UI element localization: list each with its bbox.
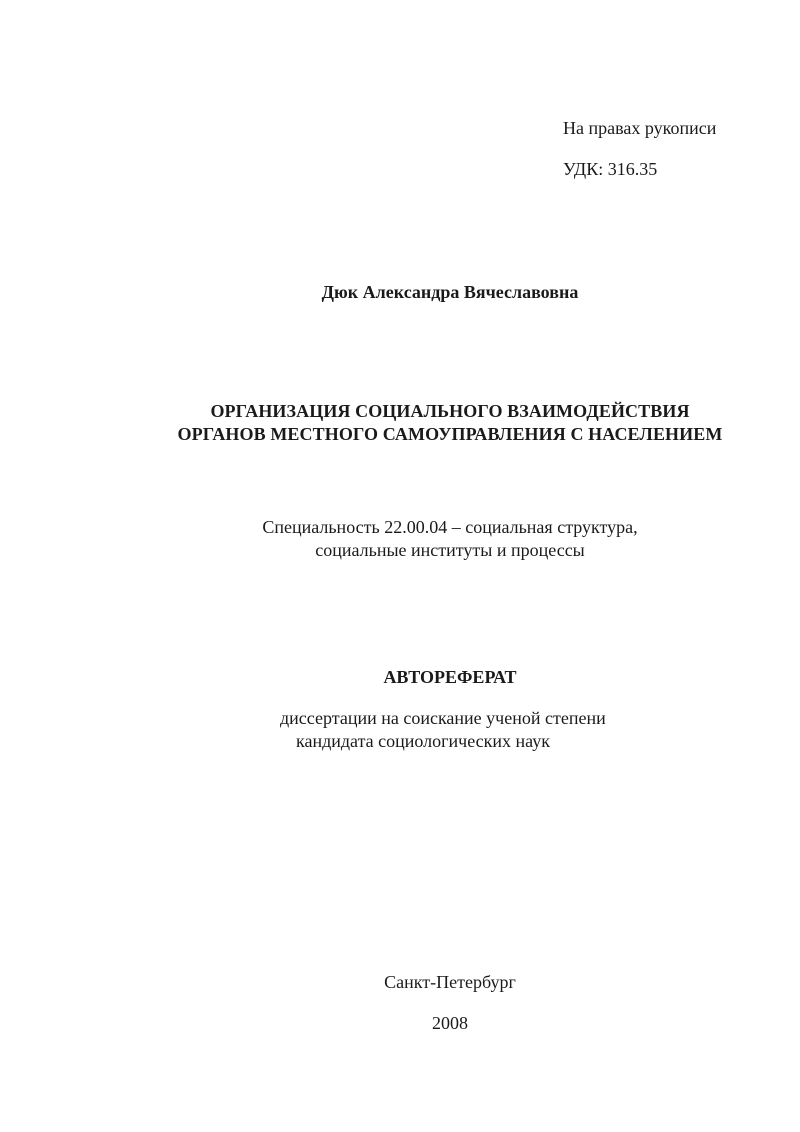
title-line-2: ОРГАНОВ МЕСТНОГО САМОУПРАВЛЕНИЯ С НАСЕЛЕНИЕМ: [177, 424, 723, 444]
city: Санкт-Петербург: [384, 972, 516, 992]
author-name: Дюк Александра Вячеславовна: [321, 282, 579, 302]
dissertation-line-1: диссертации на соискание ученой степени: [280, 708, 606, 728]
dissertation-line-2: кандидата социологических наук: [296, 731, 550, 751]
year: 2008: [432, 1013, 468, 1033]
udk-code: УДК: 316.35: [563, 159, 658, 179]
title-line-1: ОРГАНИЗАЦИЯ СОЦИАЛЬНОГО ВЗАИМОДЕЙСТВИЯ: [210, 401, 690, 421]
specialty-line-2: социальные институты и процессы: [315, 540, 585, 560]
specialty-line-1: Специальность 22.00.04 – социальная структура,: [262, 517, 638, 537]
document-type-heading: АВТОРЕФЕРАТ: [383, 667, 517, 687]
manuscript-rights-note: На правах рукописи: [563, 118, 717, 138]
